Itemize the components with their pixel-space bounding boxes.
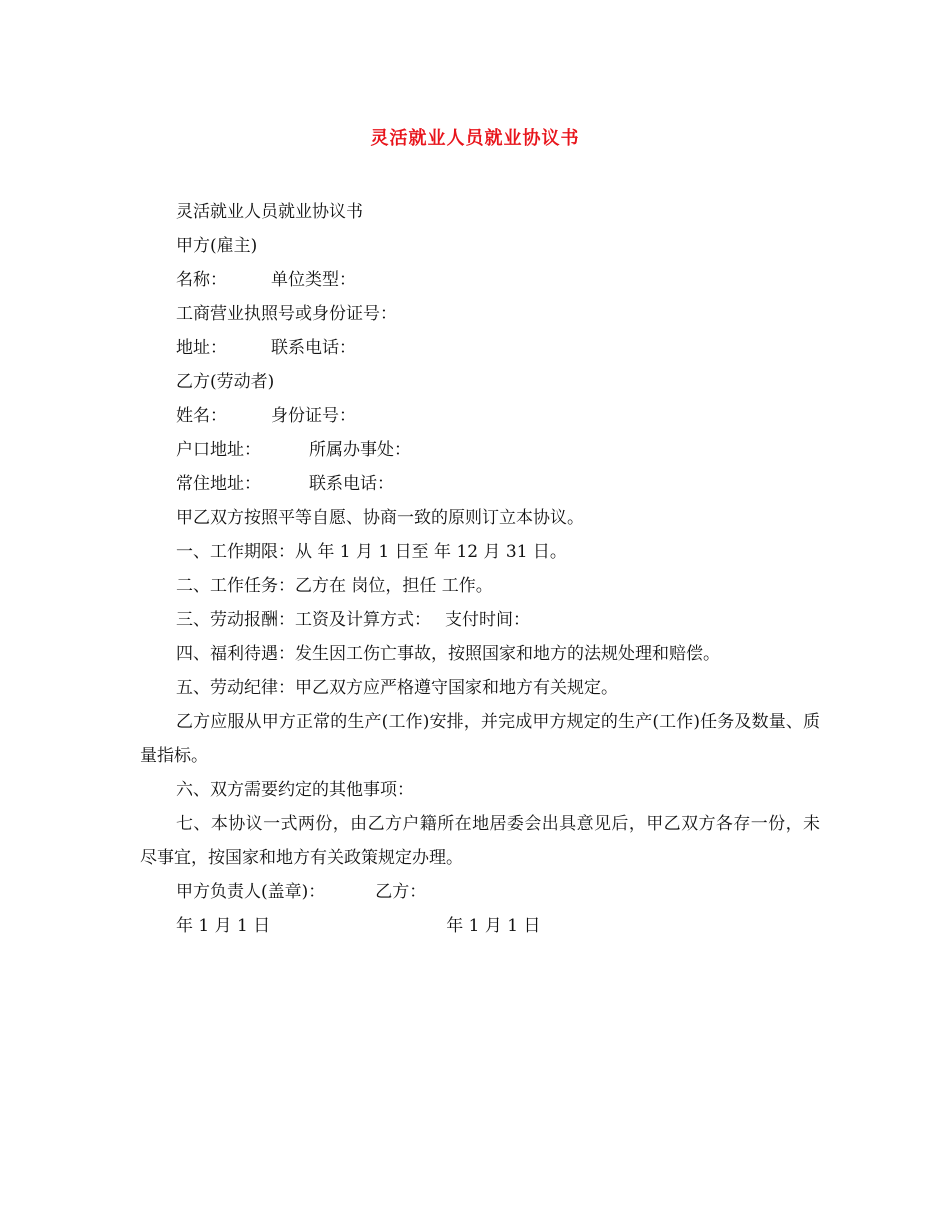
address-label: 地址：	[176, 338, 227, 358]
clause-6: 六、双方需要约定的其他事项：	[176, 780, 414, 800]
party-b-line: 乙方(劳动者)	[176, 372, 275, 392]
residence-label: 常住地址：	[176, 474, 261, 494]
hukou-line	[140, 433, 820, 467]
sign-b: 乙方：	[375, 882, 427, 902]
principle-line: 甲乙双方按照平等自愿、协商一致的原则订立本协议。	[176, 508, 584, 528]
name-label: 名称：	[176, 270, 227, 290]
unit-type-label: 单位类型：	[271, 270, 356, 290]
party-a-line: 甲方(雇主)	[176, 236, 258, 256]
heading-line: 灵活就业人员就业协议书	[176, 202, 363, 222]
clause-4: 四、福利待遇：发生因工伤亡事故，按照国家和地方的法规处理和赔偿。	[176, 644, 720, 664]
sign-a: 甲方负责人(盖章)：	[176, 882, 326, 902]
date-a: 年 1 月 1 日	[176, 916, 271, 936]
date-line	[140, 909, 820, 943]
phone-label-b: 联系电话：	[309, 474, 394, 494]
name-line	[140, 263, 820, 297]
clause-2: 二、工作任务：乙方在 岗位，担任 工作。	[176, 576, 493, 596]
phone-label-a: 联系电话：	[271, 338, 356, 358]
office-label: 所属办事处：	[309, 440, 411, 460]
residence-line	[140, 467, 820, 501]
date-b: 年 1 月 1 日	[446, 916, 541, 936]
document-body	[140, 195, 820, 943]
document-title: 灵活就业人员就业协议书	[370, 128, 580, 149]
signature-line	[140, 875, 820, 909]
address-line	[140, 331, 820, 365]
person-name-label: 姓名：	[176, 406, 227, 426]
person-name-line	[140, 399, 820, 433]
hukou-label: 户口地址：	[176, 440, 261, 460]
clause-5-detail: 乙方应服从甲方正常的生产(工作)安排，并完成甲方规定的生产(工作)任务及数量、质量指标。	[140, 712, 820, 766]
license-line: 工商营业执照号或身份证号：	[176, 304, 397, 324]
id-label: 身份证号：	[271, 406, 356, 426]
clause-1: 一、工作期限：从 年 1 月 1 日至 年 12 月 31 日。	[176, 542, 567, 562]
clause-3: 三、劳动报酬：工资及计算方式： 支付时间：	[176, 610, 530, 630]
clause-5: 五、劳动纪律：甲乙双方应严格遵守国家和地方有关规定。	[176, 678, 618, 698]
clause-7: 七、本协议一式两份，由乙方户籍所在地居委会出具意见后，甲乙双方各存一份，未尽事宜，按国家和地方有关政策规定办理。	[140, 814, 820, 868]
